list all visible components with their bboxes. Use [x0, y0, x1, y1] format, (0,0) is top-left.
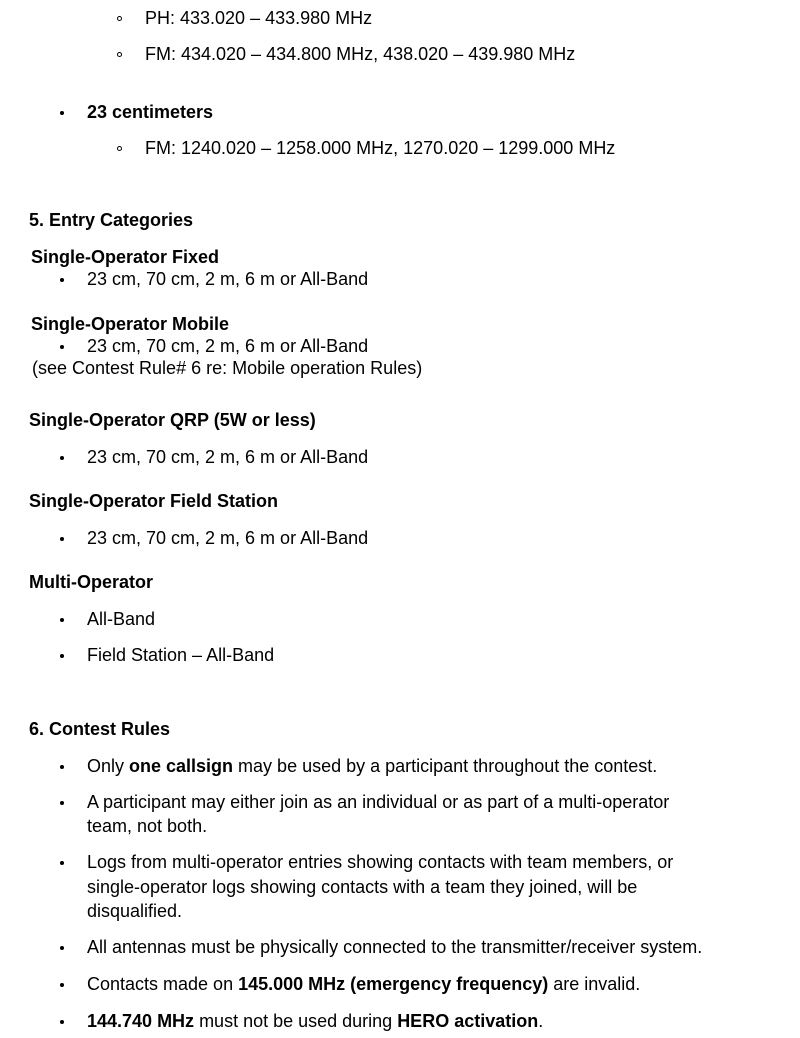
bullet-icon: [60, 1020, 64, 1024]
bullet-icon: [60, 537, 64, 541]
so-fixed-title: Single-Operator Fixed: [31, 247, 220, 267]
bullet-icon: [60, 618, 64, 622]
multi-op-item: Field Station – All-Band: [87, 645, 275, 665]
so-qrp-bands: 23 cm, 70 cm, 2 m, 6 m or All-Band: [87, 447, 369, 467]
bullet-icon: [60, 946, 64, 950]
bullet-icon: [60, 654, 64, 658]
bullet-icon: [60, 111, 64, 115]
bullet-icon: [60, 456, 64, 460]
multi-op-title: Multi-Operator: [29, 572, 153, 592]
bullet-icon: [60, 801, 64, 805]
bullet-icon: [60, 345, 64, 349]
rule-emergency-frequency: Contacts made on 145.000 MHz (emergency frequency) are invalid.: [87, 974, 641, 994]
so-fixed-bands: 23 cm, 70 cm, 2 m, 6 m or All-Band: [87, 269, 369, 289]
bullet-icon: [60, 278, 64, 282]
so-qrp-title: Single-Operator QRP (5W or less): [29, 410, 316, 430]
rule-team-logs-cont: single-operator logs showing contacts with a team they joined, will be: [87, 877, 638, 897]
band-23cm-fm: FM: 1240.020 – 1258.000 MHz, 1270.020 – 1299.000 MHz: [145, 138, 616, 158]
multi-op-item: All-Band: [87, 609, 156, 629]
band-70cm-fm: FM: 434.020 – 434.800 MHz, 438.020 – 439.980 MHz: [145, 44, 576, 64]
so-mobile-note: (see Contest Rule# 6 re: Mobile operation Rules): [32, 358, 423, 378]
so-mobile-title: Single-Operator Mobile: [31, 314, 230, 334]
rule-one-callsign: Only one callsign may be used by a participant throughout the contest.: [87, 756, 658, 776]
entry-categories-heading: 5. Entry Categories: [29, 210, 194, 230]
sub-bullet-icon: [117, 146, 122, 151]
bullet-icon: [60, 765, 64, 769]
contest-rules-heading: 6. Contest Rules: [29, 719, 171, 739]
rule-individual-or-team: A participant may either join as an individual or as part of a multi-operator: [87, 792, 670, 812]
rule-team-logs-cont: disqualified.: [87, 901, 183, 921]
rule-hero-activation: 144.740 MHz must not be used during HERO activation.: [87, 1011, 544, 1031]
so-field-bands: 23 cm, 70 cm, 2 m, 6 m or All-Band: [87, 528, 369, 548]
so-field-title: Single-Operator Field Station: [29, 491, 279, 511]
bullet-icon: [60, 861, 64, 865]
band-23cm-title: 23 centimeters: [87, 102, 214, 122]
sub-bullet-icon: [117, 16, 122, 21]
rule-individual-or-team-cont: team, not both.: [87, 816, 208, 836]
band-70cm-ph: PH: 433.020 – 433.980 MHz: [145, 8, 373, 28]
rule-team-logs: Logs from multi-operator entries showing contacts with team members, or: [87, 852, 674, 872]
bullet-icon: [60, 983, 64, 987]
sub-bullet-icon: [117, 52, 122, 57]
rule-antennas: All antennas must be physically connected to the transmitter/receiver system.: [87, 937, 703, 957]
so-mobile-bands: 23 cm, 70 cm, 2 m, 6 m or All-Band: [87, 336, 369, 356]
